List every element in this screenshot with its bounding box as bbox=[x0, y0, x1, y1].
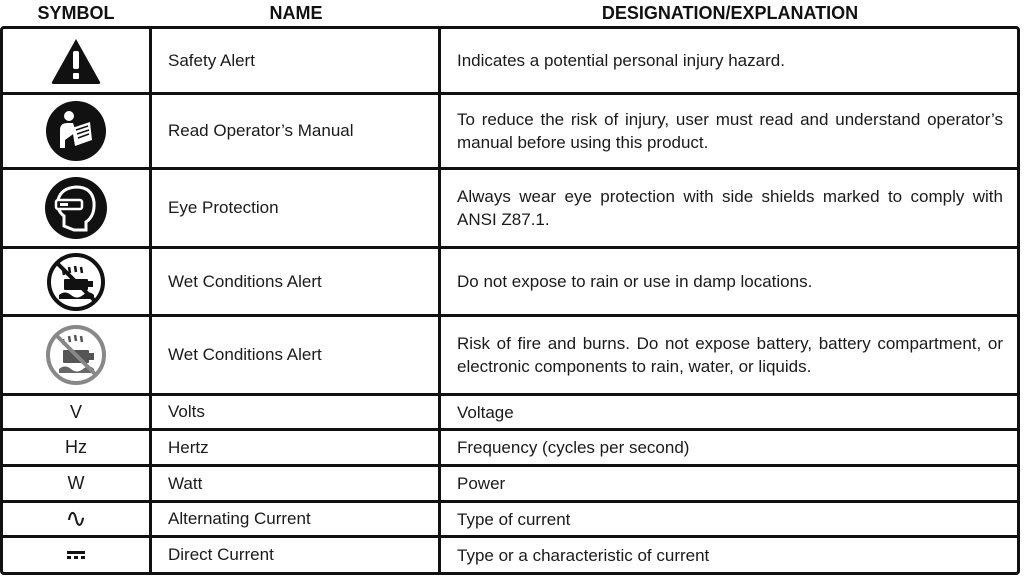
table-row bbox=[3, 538, 1017, 572]
symbol-cell bbox=[3, 170, 152, 246]
symbol-text: V bbox=[69, 401, 82, 422]
designation-text: Frequency (cycles per second) bbox=[457, 438, 690, 457]
symbol-text: Hz bbox=[65, 437, 87, 457]
read-manual-icon bbox=[45, 100, 107, 162]
name-text: Hertz bbox=[168, 437, 209, 457]
designation-cell bbox=[441, 170, 1017, 246]
table-row bbox=[3, 396, 1017, 431]
name-text: Read Operator’s Manual bbox=[168, 121, 354, 140]
name-cell bbox=[152, 29, 441, 92]
name-cell bbox=[152, 396, 441, 428]
name-text: Wet Conditions Alert bbox=[168, 345, 322, 364]
designation-text: Power bbox=[457, 474, 506, 493]
designation-cell bbox=[441, 467, 1017, 500]
symbols-table bbox=[0, 26, 1020, 575]
symbol-cell bbox=[3, 396, 152, 428]
symbol-cell bbox=[3, 317, 152, 393]
name-text: Direct Current bbox=[168, 545, 274, 564]
designation-text: Risk of fire and burns. Do not expose battery, battery compartment, or electronic components to rain, water, or liquids. bbox=[457, 334, 1003, 376]
designation-cell bbox=[441, 317, 1017, 393]
symbol-cell bbox=[3, 538, 152, 572]
name-text: Volts bbox=[168, 402, 205, 421]
symbol-cell bbox=[3, 431, 152, 464]
direct-current-icon bbox=[67, 551, 85, 559]
warning-triangle-icon bbox=[50, 37, 102, 85]
header-designation: DESIGNATION/EXPLANATION bbox=[601, 3, 859, 23]
table-row bbox=[3, 249, 1017, 317]
name-cell bbox=[152, 170, 441, 246]
name-cell bbox=[152, 431, 441, 464]
name-text: Wet Conditions Alert bbox=[168, 271, 322, 291]
name-cell bbox=[152, 249, 441, 314]
table-row bbox=[3, 29, 1017, 95]
wet-conditions-icon bbox=[47, 253, 105, 311]
name-cell bbox=[152, 95, 441, 167]
symbol-cell bbox=[3, 503, 152, 535]
designation-text: Type of current bbox=[457, 509, 571, 529]
name-cell bbox=[152, 503, 441, 535]
table-row bbox=[3, 503, 1017, 538]
name-text: Watt bbox=[168, 473, 203, 493]
battery-wet-conditions-icon bbox=[45, 324, 107, 386]
symbol-text: ∿ bbox=[65, 504, 87, 534]
name-text: Eye Protection bbox=[168, 198, 279, 217]
designation-text: To reduce the risk of injury, user must read and understand operator’s manual before using this product. bbox=[457, 110, 1003, 152]
name-text: Alternating Current bbox=[168, 509, 311, 528]
designation-cell bbox=[441, 29, 1017, 92]
header-name: NAME bbox=[269, 3, 323, 23]
table-row bbox=[3, 431, 1017, 467]
name-cell bbox=[152, 538, 441, 572]
designation-cell bbox=[441, 95, 1017, 167]
name-cell bbox=[152, 467, 441, 500]
symbol-cell bbox=[3, 249, 152, 314]
designation-cell bbox=[441, 431, 1017, 464]
symbol-text: W bbox=[67, 473, 85, 493]
symbol-cell bbox=[3, 95, 152, 167]
eye-protection-icon bbox=[44, 176, 108, 240]
designation-cell bbox=[441, 538, 1017, 572]
table-row bbox=[3, 317, 1017, 396]
header-symbol: SYMBOL bbox=[37, 3, 115, 23]
designation-text: Voltage bbox=[457, 402, 514, 422]
designation-text: Type or a characteristic of current bbox=[457, 545, 710, 565]
designation-text: Indicates a potential personal injury hazard. bbox=[457, 51, 785, 70]
designation-text: Do not expose to rain or use in damp locations. bbox=[457, 272, 813, 291]
table-row bbox=[3, 170, 1017, 249]
name-cell bbox=[152, 317, 441, 393]
designation-cell bbox=[441, 396, 1017, 428]
name-text: Safety Alert bbox=[168, 50, 255, 70]
designation-text: Always wear eye protection with side shields marked to comply with ANSI Z87.1. bbox=[457, 187, 1003, 229]
symbol-cell bbox=[3, 29, 152, 92]
table-row bbox=[3, 467, 1017, 503]
symbol-cell bbox=[3, 467, 152, 500]
designation-cell bbox=[441, 249, 1017, 314]
table-row bbox=[3, 95, 1017, 170]
designation-cell bbox=[441, 503, 1017, 535]
